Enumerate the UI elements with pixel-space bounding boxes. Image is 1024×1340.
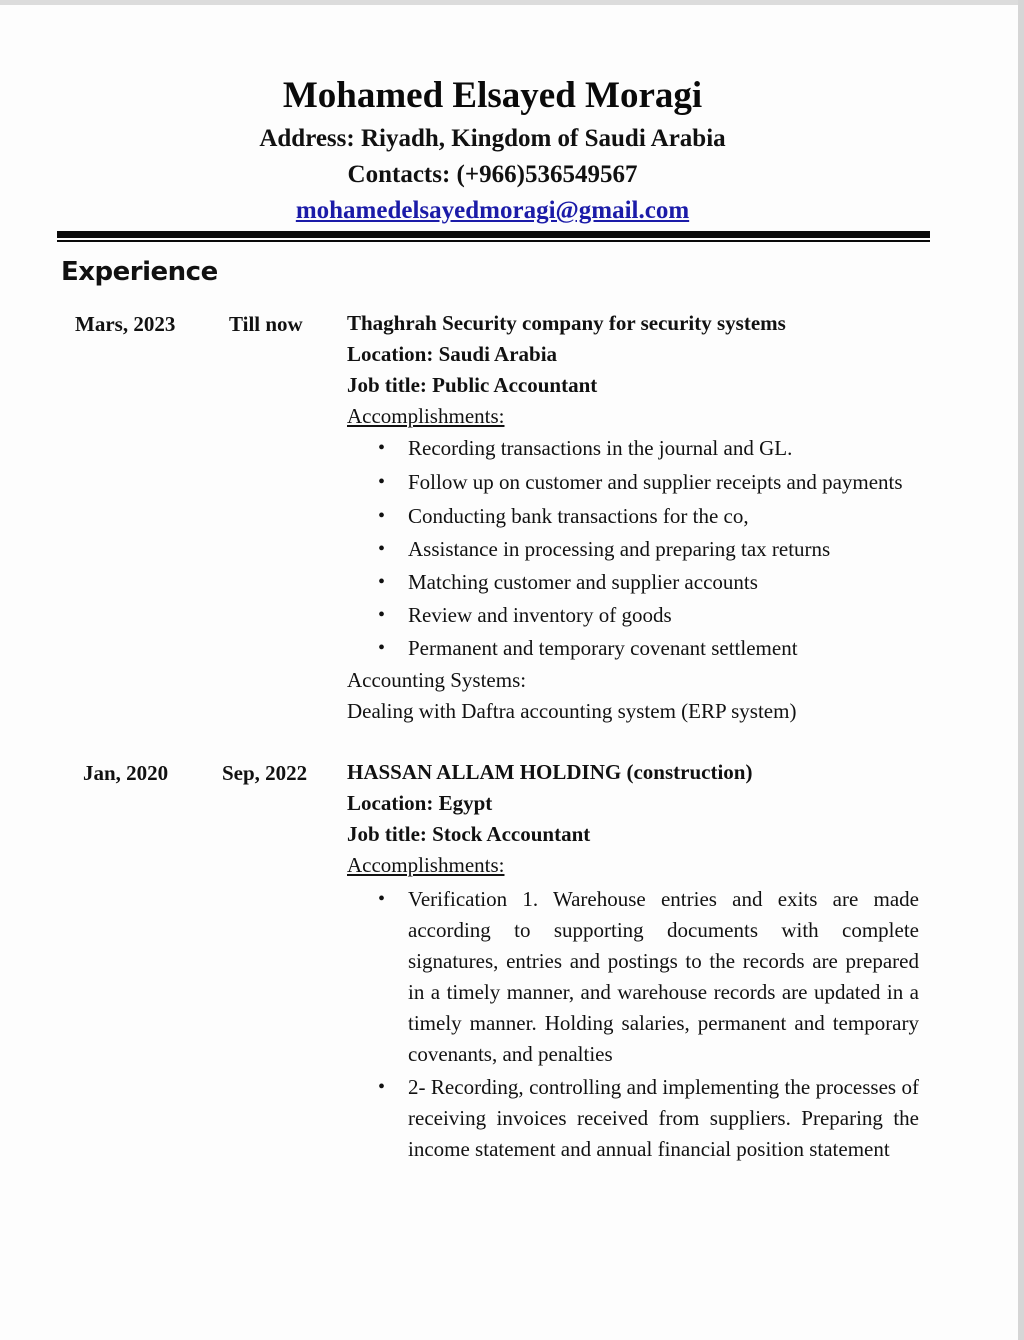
bullet-icon: • [378, 505, 386, 527]
bullet-icon: • [378, 538, 386, 560]
section-title-experience: Experience [61, 257, 218, 287]
job-location: Location: Saudi Arabia [347, 342, 558, 366]
list-item: • Recording transactions in the journal and GL. [347, 432, 919, 465]
list-item: • Assistance in processing and preparing tax returns [347, 533, 919, 566]
accomplishments-label: Accomplishments: [347, 853, 505, 877]
company-name: HASSAN ALLAM HOLDING [347, 760, 622, 784]
job-location: Location: Egypt [347, 791, 493, 815]
accomplishments-list [347, 884, 919, 1165]
job-entry [347, 308, 919, 727]
bullet-icon: • [378, 437, 386, 459]
header-divider-thin [57, 240, 930, 242]
email-line [0, 194, 985, 228]
bullet-icon: • [378, 604, 386, 626]
job-company: Thaghrah Security company for security systems [347, 311, 786, 335]
accounting-systems-text: Dealing with Daftra accounting system (ERP system) [347, 699, 797, 723]
bullet-icon: • [378, 471, 386, 493]
header-divider-thick [57, 231, 930, 238]
email-link[interactable]: mohamedelsayedmoragi@gmail.com [295, 197, 690, 224]
list-item: • Matching customer and supplier accounts [347, 566, 919, 599]
job-start-date: Jan, 2020 [83, 761, 169, 785]
job-entry [347, 757, 919, 1165]
job-company [347, 757, 919, 788]
address-line: Address: Riyadh, Kingdom of Saudi Arabia [259, 125, 726, 152]
job-start-date: Mars, 2023 [75, 312, 176, 336]
job-title: Job title: Stock Accountant [347, 822, 591, 846]
contacts-line: Contacts: (+966)536549567 [347, 161, 638, 188]
bullet-icon: • [378, 888, 386, 910]
viewer-scrollbar[interactable] [1018, 0, 1024, 1340]
bullet-icon: • [378, 571, 386, 593]
list-item: • Review and inventory of goods [347, 599, 919, 632]
bullet-icon: • [378, 637, 386, 659]
list-item: • Permanent and temporary covenant settlement [347, 632, 919, 665]
candidate-name: Mohamed Elsayed Moragi [282, 75, 703, 116]
list-item: • Conducting bank transactions for the co, [347, 500, 919, 533]
list-item: • 2- Recording, controlling and implementing the processes of receiving invoices received from suppliers. Preparing the income statement and annual financial position statement [347, 1072, 919, 1165]
job-end-date: Sep, 2022 [222, 761, 308, 785]
list-item: • Follow up on customer and supplier receipts and payments [347, 465, 919, 500]
job-end-date: Till now [229, 312, 303, 336]
company-sector: (construction) [621, 760, 753, 784]
job-title: Job title: Public Accountant [347, 373, 598, 397]
list-item: • Verification 1. Warehouse entries and exits are made according to supporting documents with complete signatures, entries and postings to the records are prepared in a timely manner, and warehouse records are updated in a timely manner. Holding salaries, permanent and temporary covenants, and penalties [347, 884, 919, 1070]
accomplishments-label: Accomplishments: [347, 404, 505, 428]
accomplishments-list [347, 432, 919, 665]
accounting-systems-label: Accounting Systems: [347, 668, 527, 692]
bullet-icon: • [378, 1076, 386, 1098]
